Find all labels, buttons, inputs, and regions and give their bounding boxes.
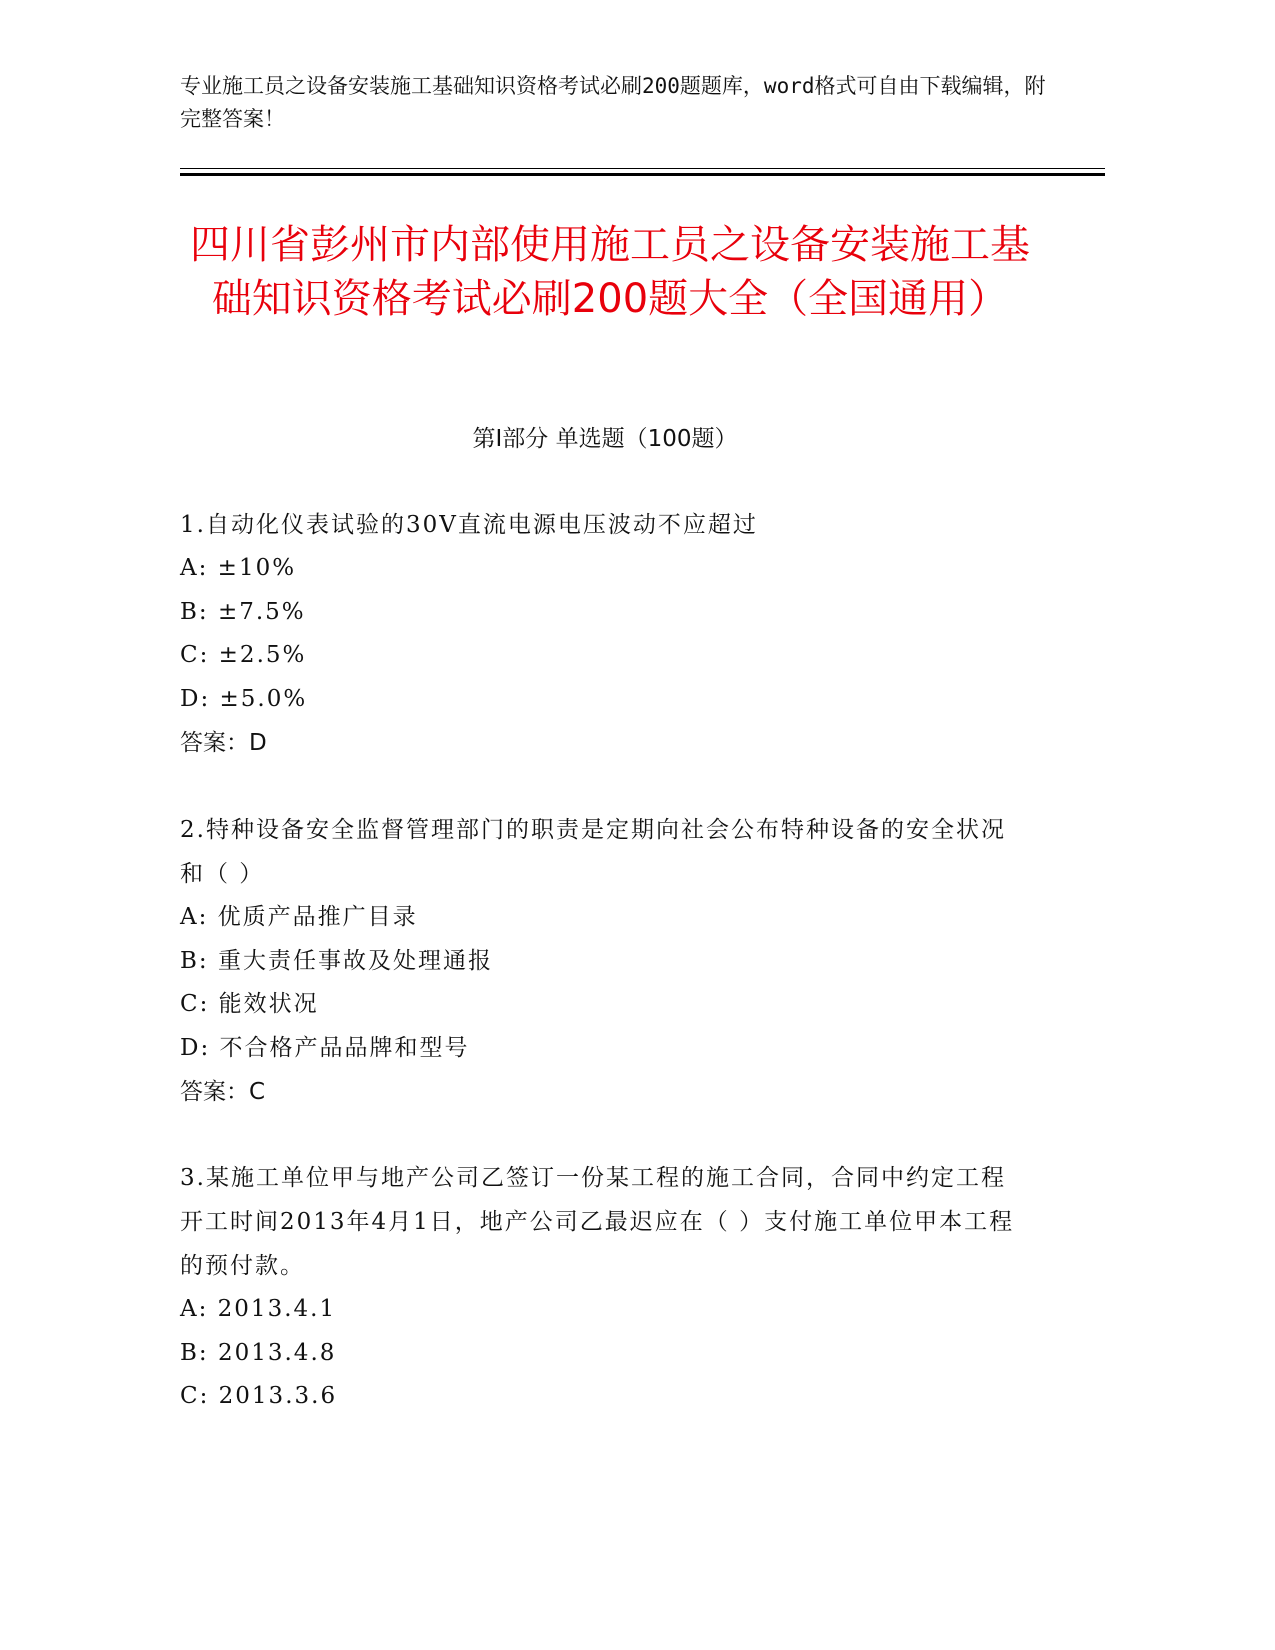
- option-b: B: ±7.5%: [180, 598, 306, 625]
- question-stem: 2.特种设备安全监督管理部门的职责是定期向社会公布特种设备的安全状况和（ ）: [180, 817, 1006, 887]
- option-a: A: ±10%: [180, 555, 297, 581]
- question-stem: 1.自动化仪表试验的30V直流电源电压波动不应超过: [180, 512, 758, 538]
- header-divider-thin: [180, 168, 1105, 169]
- question-1: [180, 503, 1020, 765]
- option-d: D: 不合格产品品牌和型号: [180, 1034, 470, 1061]
- document-title: 四川省彭州市内部使用施工员之设备安装施工基础知识资格考试必刷200题大全（全国通用）: [190, 222, 1030, 322]
- option-c: C: 能效状况: [180, 991, 319, 1017]
- answer: 答案：D: [180, 730, 267, 756]
- header-divider-thick: [180, 173, 1105, 176]
- option-c: C: ±2.5%: [180, 642, 307, 668]
- option-a: A: 2013.4.1: [180, 1296, 337, 1322]
- header-note: 专业施工员之设备安装施工基础知识资格考试必刷200题题库，word格式可自由下载编辑，附完整答案！: [180, 74, 1046, 131]
- question-2: [180, 808, 1020, 1114]
- option-c: C: 2013.3.6: [180, 1383, 338, 1409]
- answer: 答案：C: [180, 1079, 266, 1105]
- section-title: 第Ⅰ部分 单选题（100题）: [472, 426, 738, 452]
- question-stem: 3.某施工单位甲与地产公司乙签订一份某工程的施工合同，合同中约定工程开工时间2013年4月1日，地产公司乙最迟应在（ ）支付施工单位甲本工程的预付款。: [180, 1165, 1015, 1279]
- question-3: [180, 1156, 1020, 1419]
- option-a: A: 优质产品推广目录: [180, 904, 418, 930]
- option-b: B: 重大责任事故及处理通报: [180, 947, 493, 974]
- option-d: D: ±5.0%: [180, 685, 308, 712]
- option-b: B: 2013.4.8: [180, 1339, 337, 1366]
